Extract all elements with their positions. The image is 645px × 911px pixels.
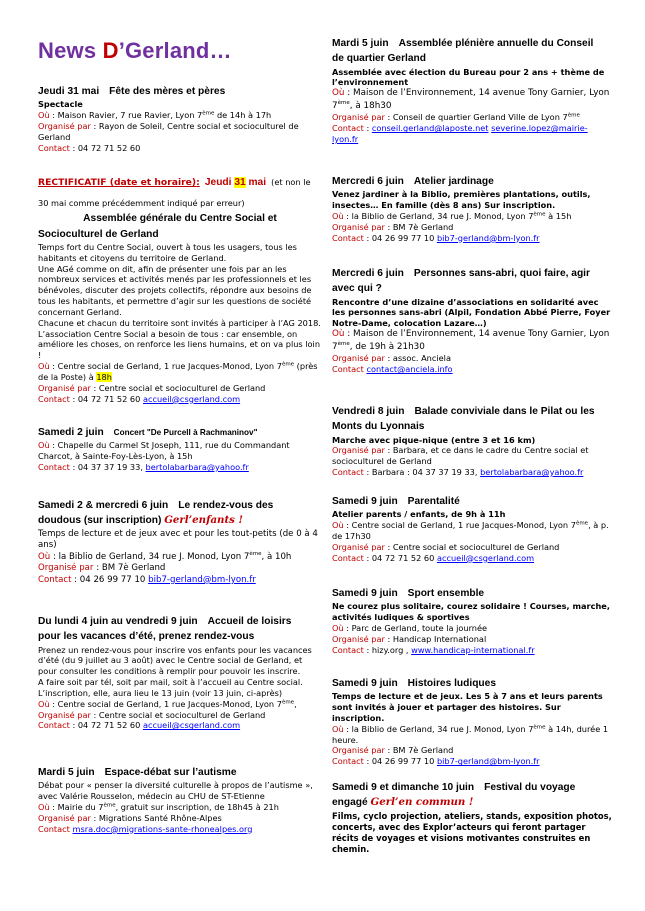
event-rendez-vous-doudous: Samedi 2 & mercredi 6 juin Le rendez-vous des doudous (sur inscription) Gerl’enfants ! Temps de lecture et de jeux avec et pour les tout-petits (de 0 à 4 ans) Où : la Biblio de Gerland, 34 rue J. Monod, Lyon 7ème, à 10h Organisé par : BM 7è Gerland Contact : 04 26 99 77 10 bib7-gerland@bm-lyon.fr	[38, 500, 318, 585]
gerl-en-commun-tag: Gerl’en commun !	[370, 796, 474, 809]
email-link[interactable]: accueil@csgerland.com	[142, 393, 241, 404]
email-link[interactable]: conseil.gerland@laposte.net	[371, 123, 489, 134]
email-link[interactable]: contact@anciela.info	[366, 364, 453, 375]
event-histoires-ludiques: Samedi 9 juin Histoires ludiques Temps de lecture et de jeux. Les 5 à 7 ans et leurs parents sont invités à jouer et partager des histoires. Sur inscription. Où : la Biblio de Gerland, 34 rue J. Monod, Lyon 7ème à 14h, durée 1 heure. Organisé par : BM 7è Gerland Contact : 04 26 99 77 10 bib7-gerland@bm-lyon.fr	[332, 678, 609, 767]
event-balade-pilat: Vendredi 8 juin Balade conviviale dans le Pilat ou les Monts du Lyonnais Marche avec pique-nique (entre 3 et 16 km) Organisé par : Barbara, et ce dans le cadre du Centre social et socioculturel de Gerland Contact : Barbara : 04 37 37 19 33, bertolabarbara@yahoo.fr	[332, 406, 595, 478]
event-accueil-loisirs: Du lundi 4 juin au vendredi 9 juin Accueil de loisirs pour les vacances d’été, prenez rendez-vous Prenez un rendez-vous pour inscrire vos enfants pour les vacances d’été (du 9 juillet au 3 août) avec le Centre social de Gerland, et pour consulter les conditions à remplir pour pouvoir les inscrire. A faire soit par tél, soit par mail, soit à l’accueil au Centre social. L’inscription, elle, aura lieu le 13 juin (voir 13 juin, ci-après) Où : Centre social de Gerland, 1 rue Jacques-Monod, Lyon 7ème, Organisé par : Centre social et socioculturel de Gerland Contact : 04 72 71 52 60 accueil@csgerland.com	[38, 616, 312, 731]
rectificatif-label: RECTIFICATIF (date et horaire)	[38, 177, 197, 188]
event-festival-voyage: Samedi 9 et dimanche 10 juin Festival du voyage engagé Gerl’en commun ! Films, cyclo projection, ateliers, stands, exposition photos, concerts, avec des Explor’acteurs qui feront partager récits de voyages et visions motivantes construites en chemin.	[332, 782, 612, 854]
email-link[interactable]: msra.doc@migrations-sante-rhonealpes.org	[72, 823, 253, 834]
event-parentalite: Samedi 9 juin Parentalité Atelier parents / enfants, de 9h à 11h Où : Centre social de Gerland, 1 rue Jacques-Monod, Lyon 7ème, à p. de 17h30 Organisé par : Centre social et socioculturel de Gerland Contact : 04 72 71 52 60 accueil@csgerland.com	[332, 496, 609, 563]
email-link[interactable]: accueil@csgerland.com	[436, 552, 535, 563]
event-espace-debat-autisme: Mardi 5 juin Espace-débat sur l’autisme Débat pour « penser la diversité culturelle à propos de l’autisme », avec Valérie Rousselon, médecin au CHU de ST-Etienne Où : Mairie du 7ème, gratuit sur inscription, de 18h45 à 21h Organisé par : Migrations Santé Rhône-Alpes Contact msra.doc@migrations-sante-rhonealpes.org	[38, 767, 313, 834]
event-sport-ensemble: Samedi 9 juin Sport ensemble Ne courez plus solitaire, courez solidaire ! Courses, marche, activités ludiques & sportives Où : Parc de Gerland, toute la journée Organisé par : Handicap International Contact : hizy.org , www.handicap-international.fr	[332, 588, 610, 655]
gerl-enfants-tag: Gerl’enfants !	[164, 514, 243, 527]
event-concert: Samedi 2 juin Concert "De Purcell à Rachmaninov" Où : Chapelle du Carmel St Joseph, 111, rue du Commandant Charcot, à Sainte-Foy-Lès-Lyon, à 15h Contact : 04 37 37 19 33, bertolabarbara@yahoo.fr	[38, 427, 290, 472]
email-link-2[interactable]: severine.lopez@mairie-lyon.fr	[332, 123, 588, 145]
event-personnes-sans-abri: Mercredi 6 juin Personnes sans-abri, quoi faire, agir avec qui ? Rencontre d’une dizaine d’associations en solidarité avec les personnes sans-abri (Alpil, Fondation Abbé Pierre, Foyer Notre-Dame, colocation Lazare…) Où : Maison de l’Environnement, 14 avenue Tony Garnier, Lyon 7ème, de 19h à 21h30 Organisé par : assoc. Anciela Contact contact@anciela.info	[332, 268, 611, 375]
page-title: News D’Gerland…	[38, 38, 232, 63]
event-fete-meres-peres: Jeudi 31 mai Fête des mères et pères Spectacle Où : Maison Ravier, 7 rue Ravier, Lyon 7ème de 14h à 17h Organisé par : Rayon de Soleil, Centre social et socioculturel de Gerland Contact : 04 72 71 52 60	[38, 86, 299, 153]
event-atelier-jardinage: Mercredi 6 juin Atelier jardinage Venez jardiner à la Biblio, premières plantations, outils, insectes… En famille (dès 8 ans) Sur inscription. Où : la Biblio de Gerland, 34 rue J. Monod, Lyon 7ème à 15h Organisé par : BM 7è Gerland Contact : 04 26 99 77 10 bib7-gerland@bm-lyon.fr	[332, 176, 591, 243]
email-link[interactable]: bib7-gerland@bm-lyon.fr	[436, 756, 540, 767]
website-link[interactable]: www.handicap-international.fr	[411, 644, 535, 655]
email-link[interactable]: bertolabarbara@yahoo.fr	[145, 461, 249, 472]
email-link[interactable]: bib7-gerland@bm-lyon.fr	[436, 232, 540, 243]
email-link[interactable]: bertolabarbara@yahoo.fr	[480, 467, 584, 478]
event-assemblee-generale: RECTIFICATIF (date et horaire): Jeudi 31 mai (et non le 30 mai comme précédemment indiqué par erreur) Assemblée générale du Centre Social et Socioculturel de Gerland Temps fort du Centre Social, ouvert à tous les usagers, tous les habitants et citoyens du territoire de Gerland. Une AGé comme on dit, afin de présenter une fois par an les nombreux services et activités menés par les professionnels et les bénévoles, discuter des projets collectifs, répondre aux besoins de tous les habitants, et permettre d’agir sur les questions de société concernant Gerland. Chacune et chacun du territoire sont invités à participer à l’AG 2018. L’association Centre Social a besoin de tous : car ensemble, on améliore les choses, on renforce les liens humains, et on va plus loin ! Où : Centre social de Gerland, 1 rue Jacques-Monod, Lyon 7ème (près de la Poste) à 18h Organisé par : Centre social et socioculturel de Gerland Contact : 04 72 71 52 60 accueil@csgerland.com	[38, 177, 321, 404]
email-link[interactable]: bib7-gerland@bm-lyon.fr	[148, 574, 256, 585]
event-assemblee-pleniere: Mardi 5 juin Assemblée plénière annuelle du Conseil de quartier Gerland Assemblée avec élection du Bureau pour 2 ans + thème de l’environnement Où : Maison de l’Environnement, 14 avenue Tony Garnier, Lyon 7ème, à 18h30 Organisé par : Conseil de quartier Gerland Ville de Lyon 7ème Contact : conseil.gerland@laposte.net severine.lopez@mairie-lyon.fr	[332, 38, 610, 145]
email-link[interactable]: accueil@csgerland.com	[142, 720, 241, 731]
